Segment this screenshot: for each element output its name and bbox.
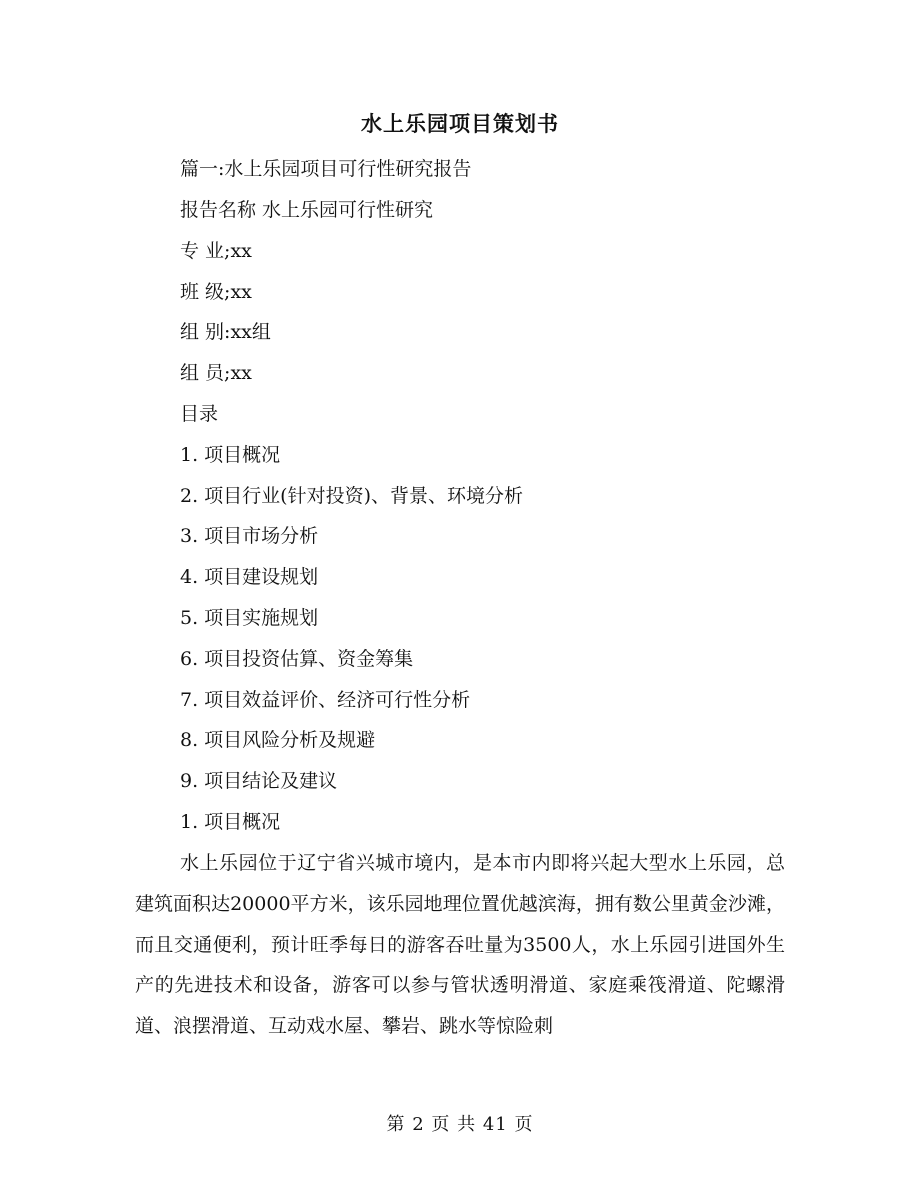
toc-item: 3. 项目市场分析 [180,525,319,547]
toc-item: 8. 项目风险分析及规避 [180,729,376,751]
header-line: 报告名称 水上乐园可行性研究 [180,199,434,221]
header-line: 组 员;xx [180,362,252,384]
toc-heading: 目录 [180,403,219,425]
toc-item: 9. 项目结论及建议 [180,770,338,792]
toc-item: 1. 项目概况 [180,444,281,466]
page-footer: 第 2 页 共 41 页 [386,1114,534,1135]
header-line: 组 别:xx组 [180,321,271,343]
section-heading: 1. 项目概况 [180,811,281,833]
body-paragraph: 水上乐园位于辽宁省兴城市境内，是本市内即将兴起大型水上乐园，总建筑面积达20000平方米，该乐园地理位置优越滨海，拥有数公里黄金沙滩，而且交通便利，预计旺季每日的游客吞吐量为3500人，水上乐园引进国外生产的先进技术和设备，游客可以参与管状透明滑道、家庭乘筏滑道、陀螺滑道、浪摆滑道、互动戏水屋、攀岩、跳水等惊险刺 [135,852,785,1038]
header-line: 篇一:水上乐园项目可行性研究报告 [180,158,472,180]
document-title: 水上乐园项目策划书 [361,111,559,136]
toc-item: 4. 项目建设规划 [180,566,319,588]
toc-item: 2. 项目行业(针对投资)、背景、环境分析 [180,485,523,507]
header-line: 专 业;xx [180,240,252,262]
header-line: 班 级;xx [180,281,252,303]
toc-item: 7. 项目效益评价、经济可行性分析 [180,689,471,711]
toc-item: 6. 项目投资估算、资金筹集 [180,648,414,670]
toc-item: 5. 项目实施规划 [180,607,319,629]
